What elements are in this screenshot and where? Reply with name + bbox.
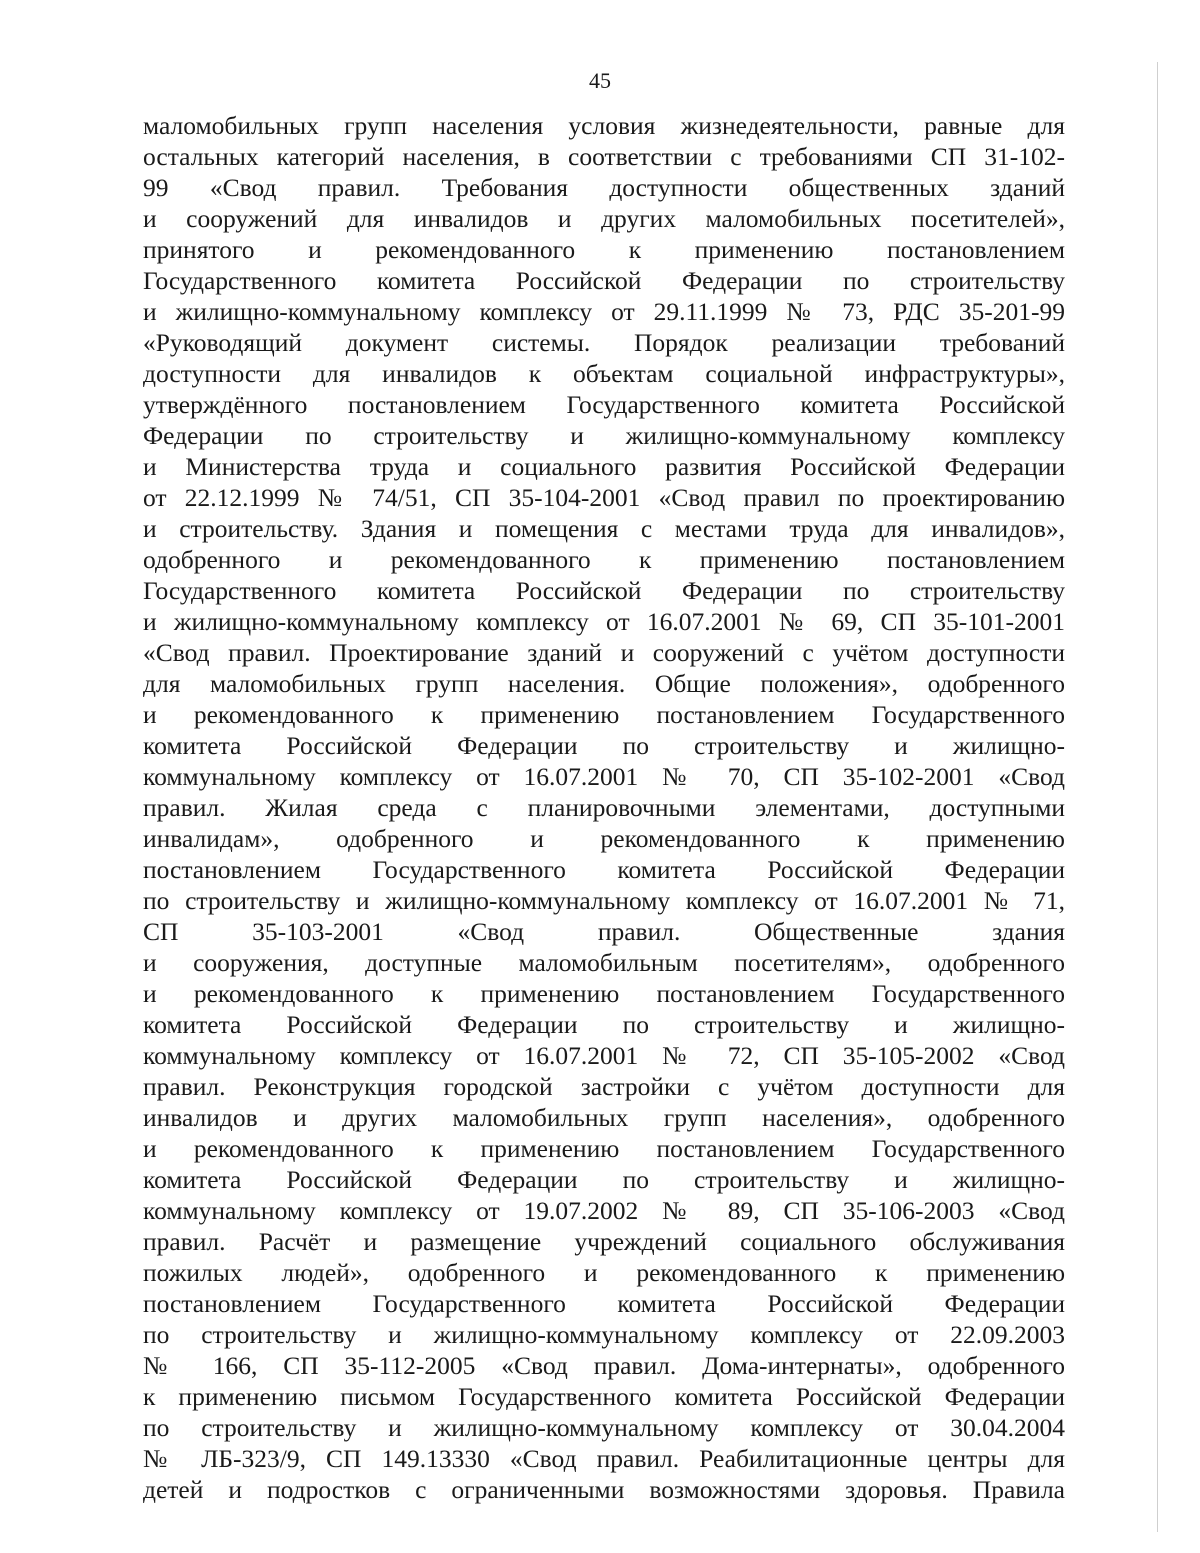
text-line: правил. Реконструкция городской застройки с учётом доступности для xyxy=(143,1072,1065,1101)
text-line: для маломобильных групп населения. Общие положения», одобренного xyxy=(143,669,1065,698)
text-line: от 22.12.1999 № 74/51, СП 35-104-2001 «Свод правил по проектированию xyxy=(143,483,1065,512)
text-line: и рекомендованного к применению постановлением Государственного xyxy=(143,700,1065,729)
text-line: 99 «Свод правил. Требования доступности общественных зданий xyxy=(143,173,1065,202)
body-text xyxy=(143,110,1065,1505)
text-line: комитета Российской Федерации по строительству и жилищно- xyxy=(143,1010,1065,1039)
text-line: «Свод правил. Проектирование зданий и сооружений с учётом доступности xyxy=(143,638,1065,667)
text-line: пожилых людей», одобренного и рекомендованного к применению xyxy=(143,1258,1065,1287)
text-line: № 166, СП 35-112-2005 «Свод правил. Дома-интернаты», одобренного xyxy=(143,1351,1065,1380)
text-line: и рекомендованного к применению постановлением Государственного xyxy=(143,979,1065,1008)
text-line: инвалидам», одобренного и рекомендованного к применению xyxy=(143,824,1065,853)
text-line: постановлением Государственного комитета Российской Федерации xyxy=(143,1289,1065,1318)
text-line: по строительству и жилищно-коммунальному комплексу от 22.09.2003 xyxy=(143,1320,1065,1349)
text-line: одобренного и рекомендованного к применению постановлением xyxy=(143,545,1065,574)
text-line: и сооружения, доступные маломобильным посетителям», одобренного xyxy=(143,948,1065,977)
text-line: СП 35-103-2001 «Свод правил. Общественные здания xyxy=(143,917,1065,946)
text-line: принятого и рекомендованного к применению постановлением xyxy=(143,235,1065,264)
text-line: коммунальному комплексу от 19.07.2002 № 89, СП 35-106-2003 «Свод xyxy=(143,1196,1065,1225)
text-line: Государственного комитета Российской Федерации по строительству xyxy=(143,266,1065,295)
text-line: коммунальному комплексу от 16.07.2001 № 70, СП 35-102-2001 «Свод xyxy=(143,762,1065,791)
text-line: № ЛБ-323/9, СП 149.13330 «Свод правил. Реабилитационные центры для xyxy=(143,1444,1065,1473)
text-line: к применению письмом Государственного комитета Российской Федерации xyxy=(143,1382,1065,1411)
text-line: коммунальному комплексу от 16.07.2001 № 72, СП 35-105-2002 «Свод xyxy=(143,1041,1065,1070)
scan-edge-line xyxy=(1157,62,1158,1532)
text-line: утверждённого постановлением Государственного комитета Российской xyxy=(143,390,1065,419)
text-line: и жилищно-коммунальному комплексу от 16.07.2001 № 69, СП 35-101-2001 xyxy=(143,607,1065,636)
text-line: инвалидов и других маломобильных групп населения», одобренного xyxy=(143,1103,1065,1132)
text-line: детей и подростков с ограниченными возможностями здоровья. Правила xyxy=(143,1475,1065,1504)
text-line: доступности для инвалидов к объектам социальной инфраструктуры», xyxy=(143,359,1065,388)
text-line: Федерации по строительству и жилищно-коммунальному комплексу xyxy=(143,421,1065,450)
text-line: и строительству. Здания и помещения с местами труда для инвалидов», xyxy=(143,514,1065,543)
text-line: и сооружений для инвалидов и других маломобильных посетителей», xyxy=(143,204,1065,233)
text-line: правил. Жилая среда с планировочными элементами, доступными xyxy=(143,793,1065,822)
text-line: по строительству и жилищно-коммунальному комплексу от 16.07.2001 № 71, xyxy=(143,886,1065,915)
text-line: и жилищно-коммунальному комплексу от 29.11.1999 № 73, РДС 35-201-99 xyxy=(143,297,1065,326)
page-number: 45 xyxy=(589,68,611,93)
text-line: по строительству и жилищно-коммунальному комплексу от 30.04.2004 xyxy=(143,1413,1065,1442)
text-line: и Министерства труда и социального развития Российской Федерации xyxy=(143,452,1065,481)
text-line: комитета Российской Федерации по строительству и жилищно- xyxy=(143,731,1065,760)
text-line: маломобильных групп населения условия жизнедеятельности, равные для xyxy=(143,111,1065,140)
text-line: Государственного комитета Российской Федерации по строительству xyxy=(143,576,1065,605)
text-line: постановлением Государственного комитета Российской Федерации xyxy=(143,855,1065,884)
text-line: остальных категорий населения, в соответствии с требованиями СП 31-102- xyxy=(143,142,1065,171)
text-line: комитета Российской Федерации по строительству и жилищно- xyxy=(143,1165,1065,1194)
text-line: и рекомендованного к применению постановлением Государственного xyxy=(143,1134,1065,1163)
text-line: правил. Расчёт и размещение учреждений социального обслуживания xyxy=(143,1227,1065,1256)
text-line: «Руководящий документ системы. Порядок реализации требований xyxy=(143,328,1065,357)
